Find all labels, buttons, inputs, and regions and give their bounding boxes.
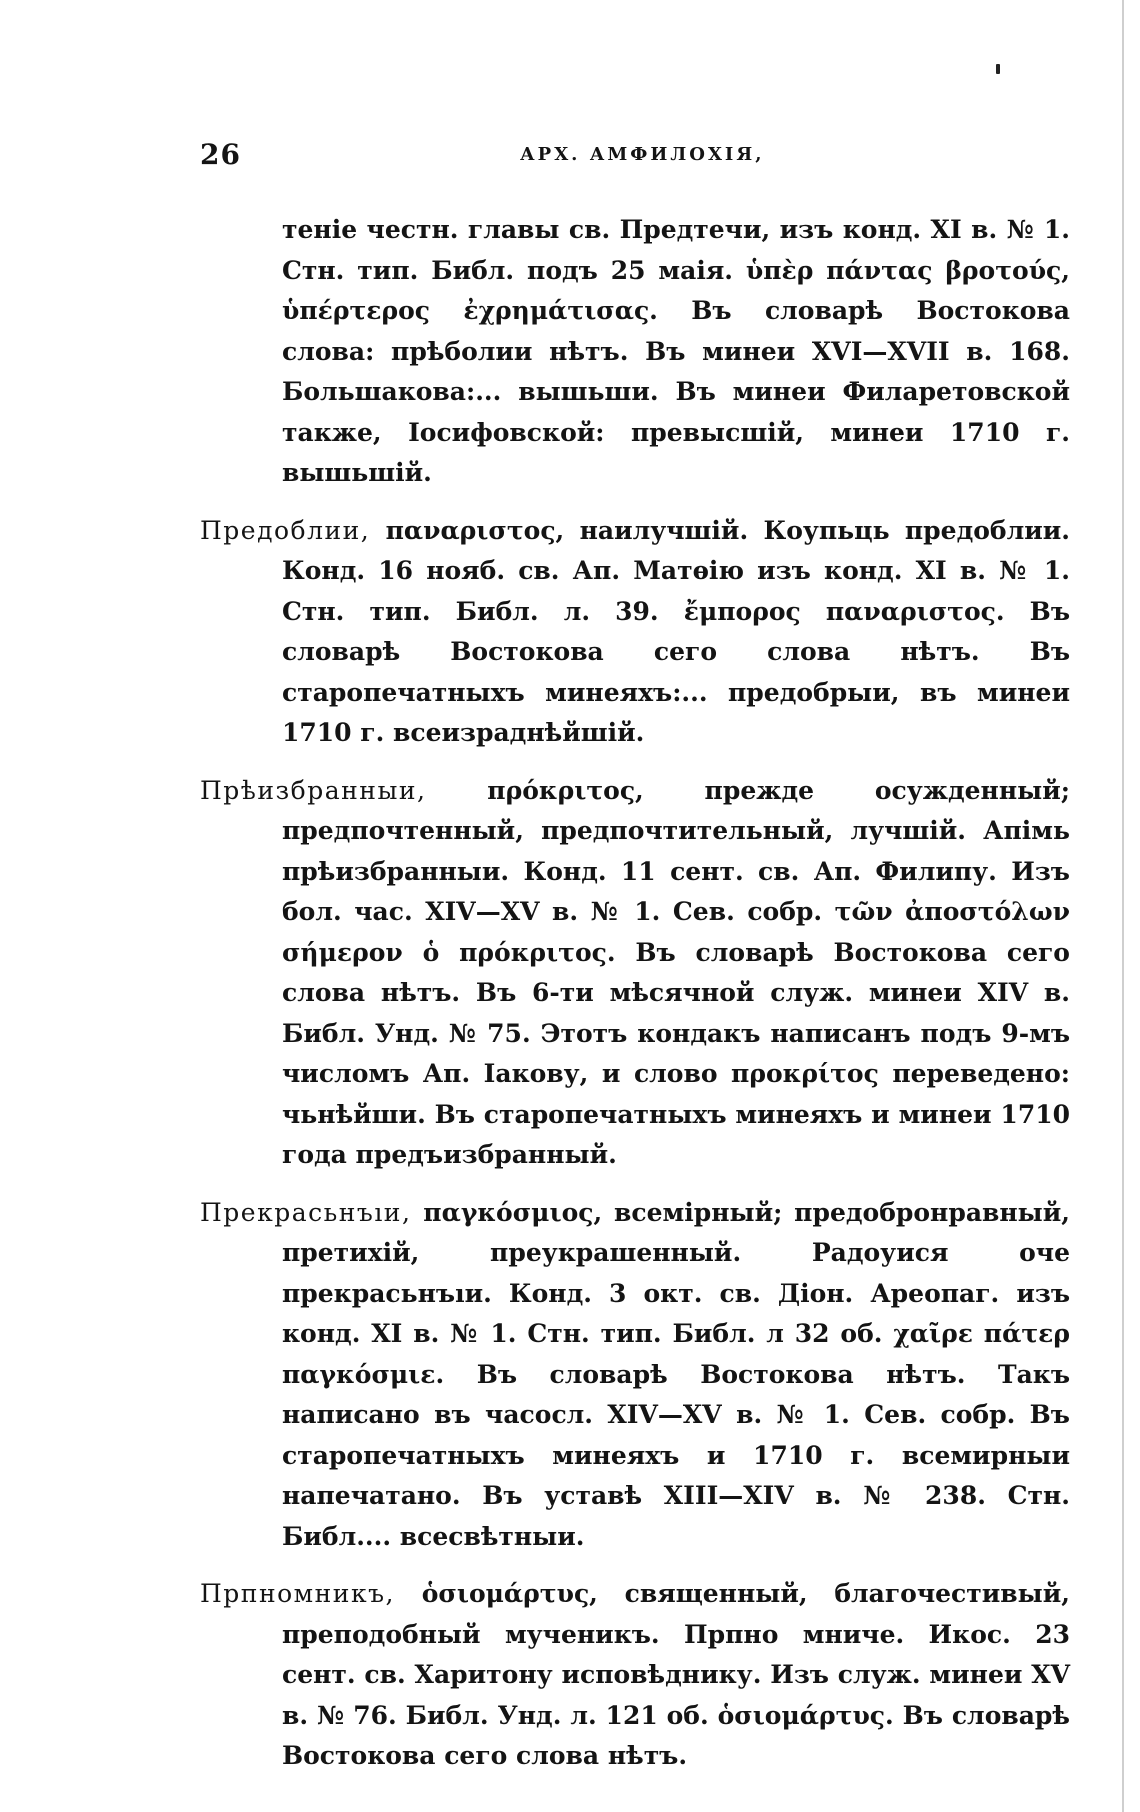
dictionary-entry [200,511,1070,754]
dictionary-entry [200,1574,1070,1777]
entry-text: πρόκριτος, прежде осужденный; предпочтенный, предпочтительный, лучшій. Апімь прѣизбранныи. Конд. 11 сент. св. Ап. Филипу. Изъ бол. час. XIV—XV в. № 1. Сев. собр. τῶν ἀποστόλων σήμερον ὁ πρόκριτος. Въ словарѣ Востокова сего слова нѣтъ. Въ 6-ти мѣсячной служ. минеи XIV в. Библ. Унд. № 75. Этотъ кондакъ написанъ подъ 9-мъ числомъ Ап. Іакову, и слово προκρίτος переведено: чьнѣйши. Въ старопечатныхъ минеяхъ и минеи 1710 года предъизбранный. [282,775,1070,1169]
entry-text: παγκόσμιος, всемірный; предобронравный, претихій, преукрашенный. Радоуися оче прекрасьнъıи. Конд. 3 окт. св. Діон. Ареопаг. изъ конд. XI в. № 1. Стн. тип. Библ. л 32 об. χαῖρε πάτερ παγκόσμιε. Въ словарѣ Востокова нѣтъ. Такъ написано въ часосл. XIV—XV в. № 1. Сев. собр. Въ старопечатныхъ минеяхъ и 1710 г. всемирныи напечатано. Въ уставѣ XIII—XIV в. № 238. Стн. Библ.... всесвѣтныи. [282,1197,1070,1551]
entry-text: παναριστος, наилучшій. Коупьць предоблии. Конд. 16 нояб. св. Ап. Матѳію изъ конд. XI в. № 1. Стн. тип. Библ. л. 39. ἔμπορος παναριστος. Въ словарѣ Востокова сего слова нѣтъ. Въ старопечатныхъ минеяхъ:... предобрыи, въ минеи 1710 г. всеизраднѣйшій. [282,515,1070,747]
page-header [200,138,920,178]
page-edge-shadow [1122,0,1124,1812]
ink-speck [996,64,1000,74]
entry-text: ὁσιομάρτυς, священный, благочестивый, преподобный мученикъ. Прпно мниче. Икос. 23 сент. св. Харитону исповѣднику. Изъ служ. минеи XV в. № 76. Библ. Унд. л. 121 об. ὁσιομάρτυς. Въ словарѣ Востокова сего слова нѣтъ. [282,1579,1070,1770]
running-head: АРХ. АМФИЛОХІЯ, [520,144,765,165]
entry-headword: Предоблии, [200,515,371,545]
entry-continuation [200,210,1070,494]
dictionary-body [200,210,1070,1794]
entry-headword: Прекрасьнъıи, [200,1197,412,1227]
page-number: 26 [200,138,241,171]
entry-headword: Прпномникъ, [200,1579,395,1608]
entry-text: теніе честн. главы св. Предтечи, изъ конд. XI в. № 1. Стн. тип. Библ. подъ 25 маія. ὑπὲρ πάντας βροτούς, ὑπέρτερος ἐχρημάτισας. Въ словарѣ Востокова слова: прѣболии нѣтъ. Въ минеи XVI—XVII в. 168. Большакова:... вышьши. Въ минеи Филаретовской также, Іосифовской: превысшій, минеи 1710 г. вышьшій. [282,215,1070,487]
dictionary-entry [200,1193,1070,1558]
dictionary-entry [200,771,1070,1176]
entry-headword: Прѣизбранныи, [200,775,427,805]
